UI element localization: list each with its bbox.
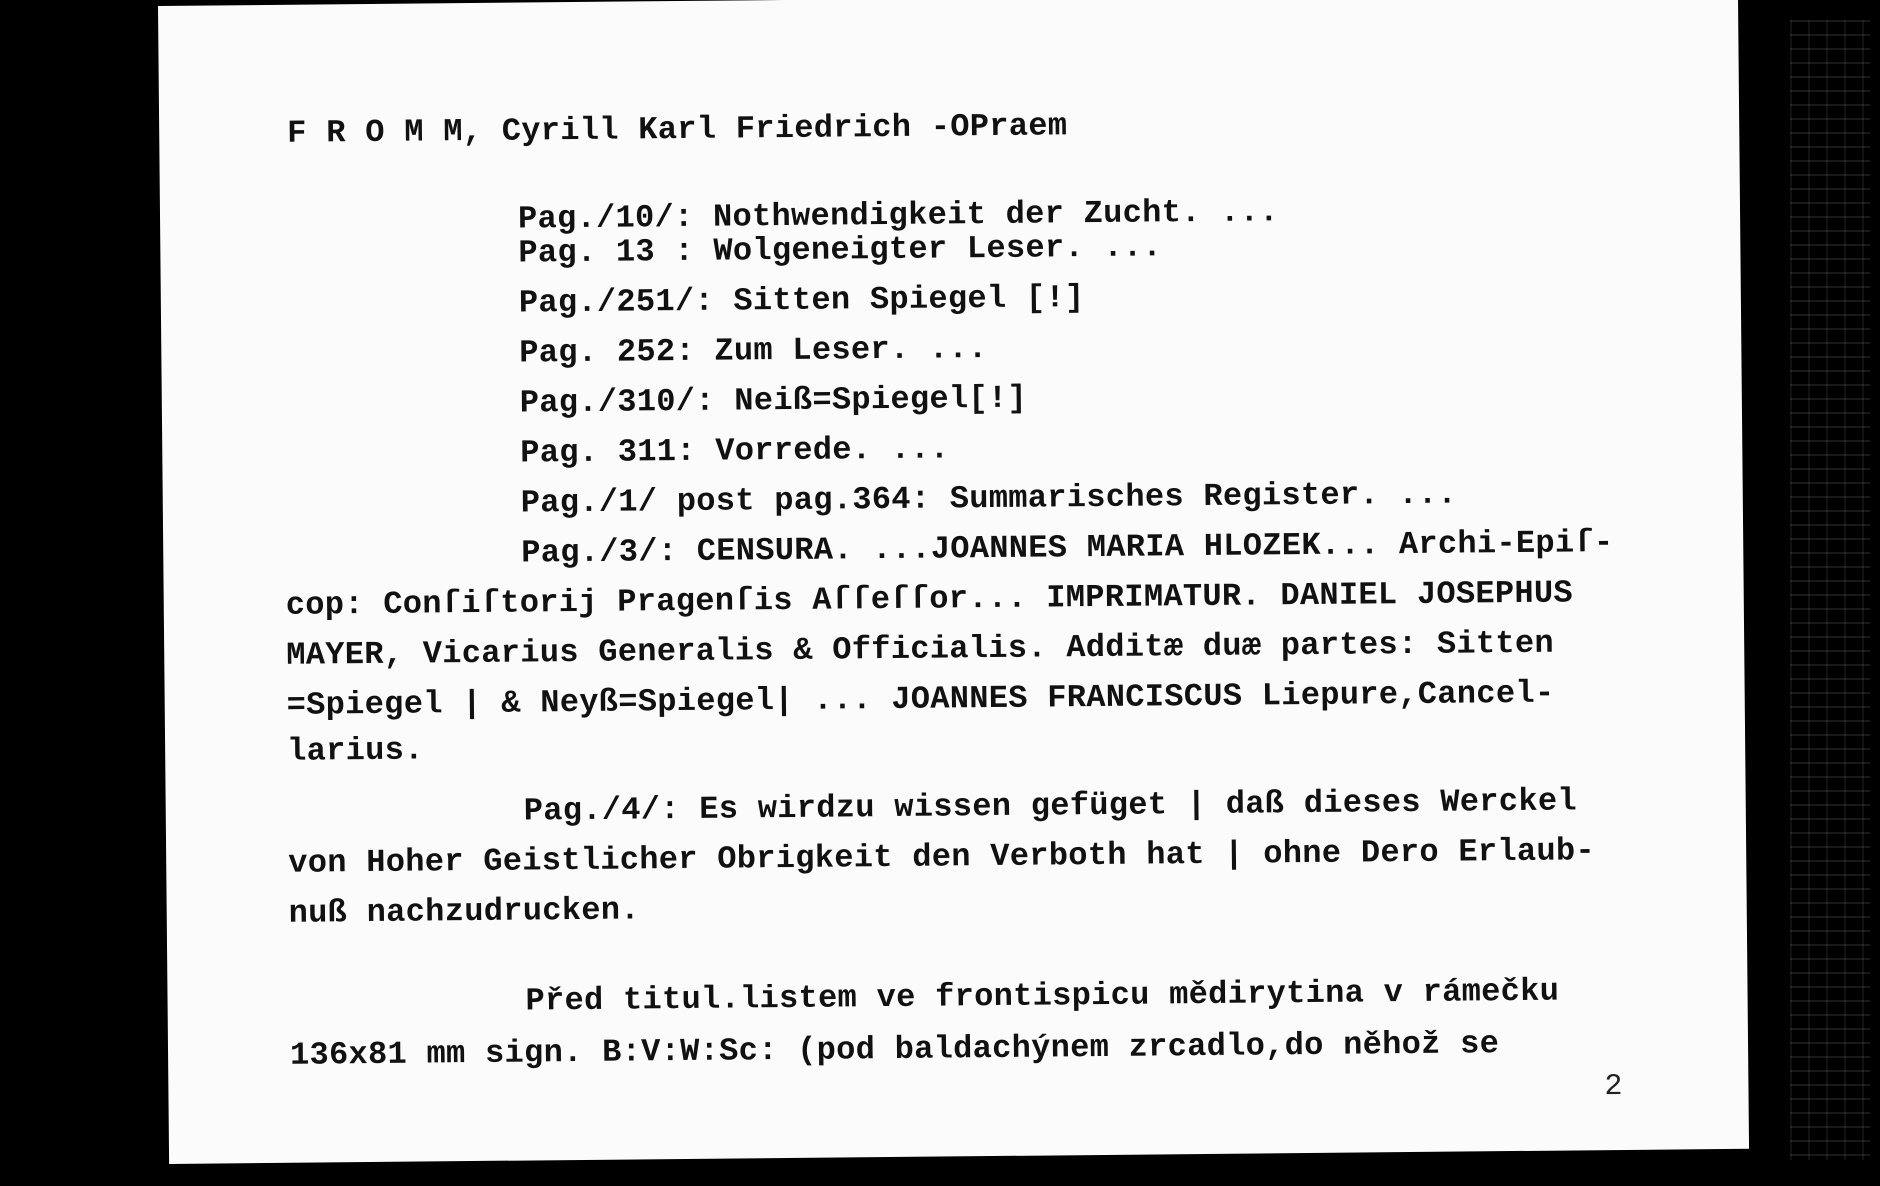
text-line: larius. (286, 731, 424, 770)
text-line: Pag./3/: CENSURA. ...JOANNES MARIA HLOZEK... Archi-Epiſ- (521, 524, 1614, 572)
text-line: cop: Conſiſtorij Pragenſis Aſſeſſor... IMPRIMATUR. DANIEL JOSEPHUS (285, 574, 1574, 624)
catalog-card (158, 0, 1749, 1164)
text-line: MAYER, Vicarius Generalis & Officialis. Additæ duæ partes: Sitten (286, 624, 1555, 674)
text-line: =Spiegel | & Neyß=Spiegel| ... JOANNES FRANCISCUS Liepure,Cancel- (286, 674, 1555, 724)
text-line: 136x81 mm sign. B:V:W:Sc: (pod baldachýnem zrcadlo,do něhož se (289, 1025, 1500, 1074)
text-line: Před titul.listem ve frontispicu mědirytina v rámečku (525, 972, 1560, 1020)
text-line: Pag./310/: Neiß=Spiegel[!] (519, 379, 1028, 422)
text-line: Pag./1/ post pag.364: Summarisches Register. ... (520, 475, 1458, 522)
text-line: Pag. 13 : Wolgeneigter Leser. ... (518, 228, 1163, 272)
scan-edge-noise (1790, 20, 1870, 1160)
text-line: nuß nachzudrucken. (288, 891, 640, 932)
card-heading: F R O M M, Cyrill Karl Friedrich -OPraem (287, 107, 1068, 152)
text-line: Pag./10/: Nothwendigkeit der Zucht. ... (517, 193, 1279, 238)
text-line: Pag. 311: Vorrede. ... (520, 430, 950, 472)
text-line: Pag. 252: Zum Leser. ... (519, 330, 988, 372)
text-line: Pag./4/: Es wirdzu wissen gefüget | daß dieses Werckel (523, 782, 1578, 830)
text-line: von Hoher Geistlicher Obrigkeit den Verboth hat | ohne Dero Erlaub- (288, 832, 1596, 882)
page-number: 2 (1604, 1069, 1623, 1105)
text-line: Pag./251/: Sitten Spiegel [!] (518, 279, 1085, 322)
